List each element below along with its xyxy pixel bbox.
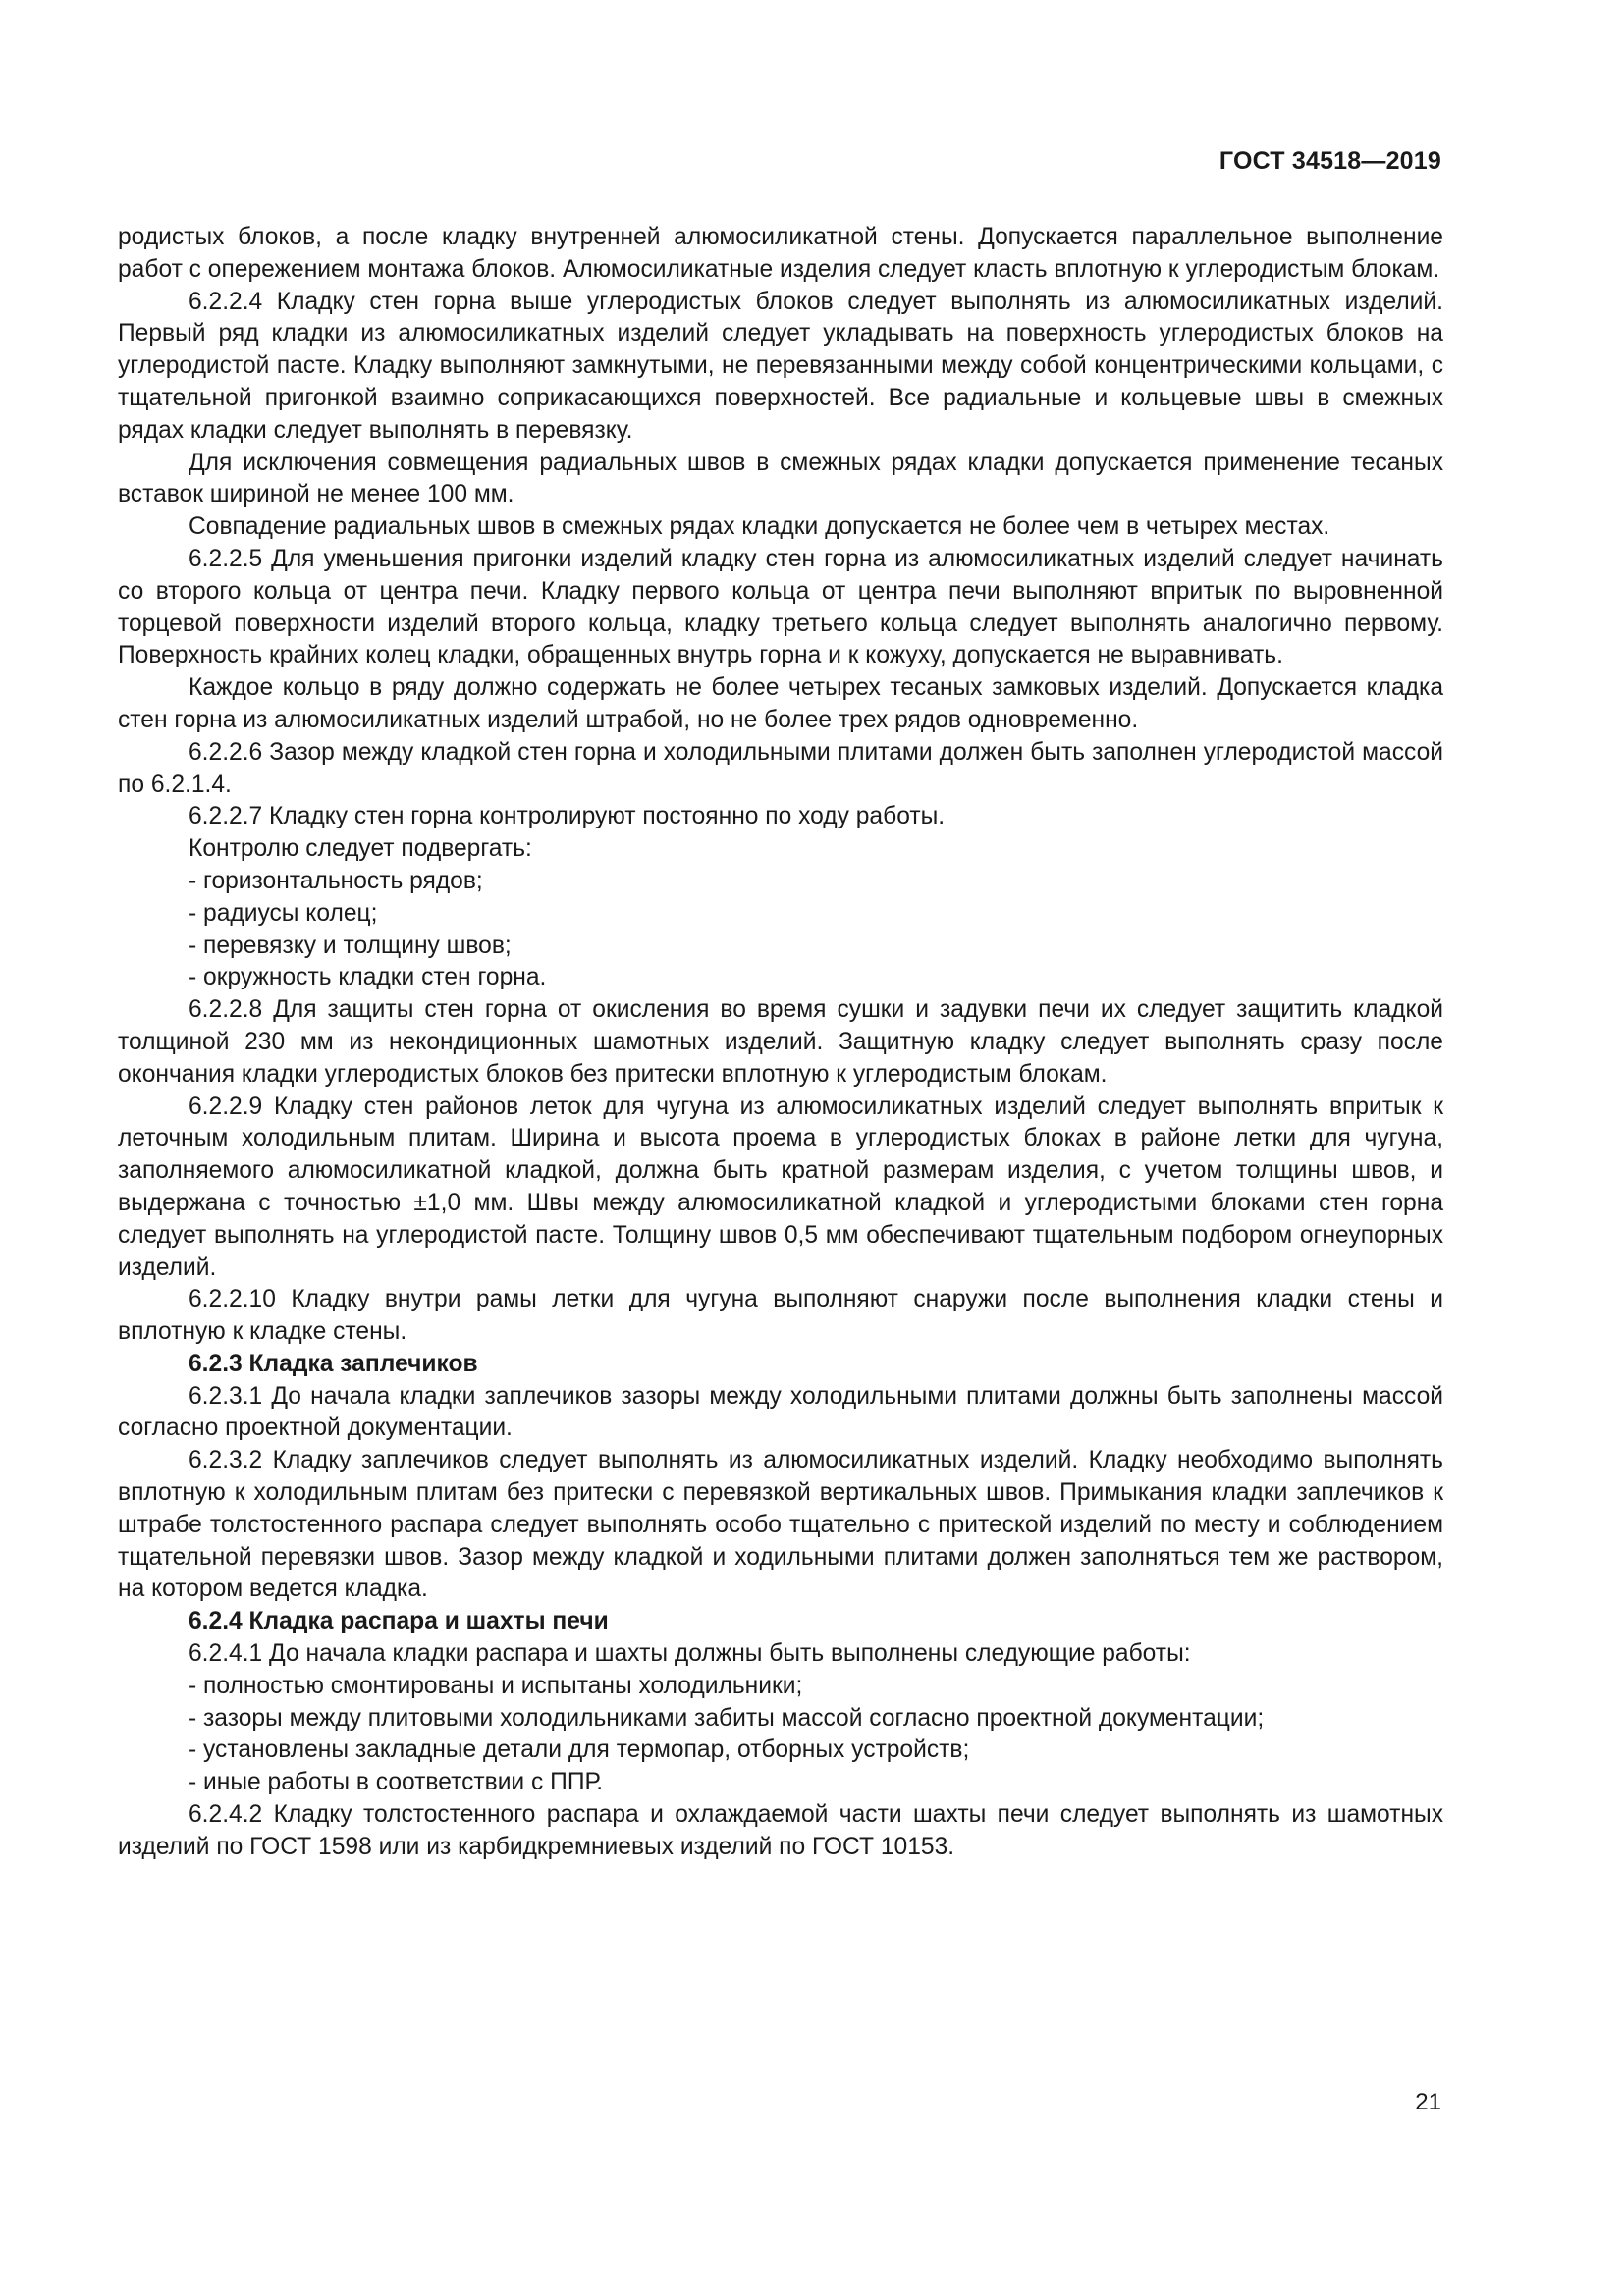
paragraph: 6.2.2.7 Кладку стен горна контролируют постоянно по ходу работы. bbox=[189, 803, 946, 830]
document-header: ГОСТ 34518—2019 bbox=[1218, 147, 1441, 175]
paragraph: Совпадение радиальных швов в смежных рядах кладки допускается не более чем в четырех местах. bbox=[189, 513, 1330, 541]
paragraph: 6.2.2.4 Кладку стен горна выше углеродистых блоков следует выполнять из алюмосиликатных изделий. Первый ряд кладки из алюмосиликатных изделий следует укладывать на поверхность углеродистых блоков на углеродистой пасте. Кладку выполняют замкнутыми, не перевязанными между собой концентрическими кольцами, с тщательной пригонкой взаимно соприкасающихся поверхностей. Все радиальные и кольцевые швы в смежных рядах кладки следует выполнять в перевязку. bbox=[118, 288, 1443, 444]
paragraph: 6.2.4.2 Кладку толстостенного распара и охлаждаемой части шахты печи следует выполнять из шамотных изделий по ГОСТ 1598 или из карбидкремниевых изделий по ГОСТ 10153. bbox=[118, 1801, 1443, 1860]
paragraph: 6.2.2.9 Кладку стен районов леток для чугуна из алюмосиликатных изделий следует выполнять впритык к леточным холодильным плитам. Ширина и высота проема в углеродистых блоках в районе летки для чугуна, заполняемого алюмосиликатной кладкой, должна быть кратной размерам изделия, с учетом толщины швов, и выдержана с точностью ±1,0 мм. Швы между алюмосиликатной кладкой и углеродистыми блоками стен горна следует выполнять на углеродистой пасте. Толщину швов 0,5 мм обеспечивают тщательным подбором огнеупорных изделий. bbox=[118, 1093, 1443, 1281]
paragraph: Контролю следует подвергать: bbox=[189, 835, 532, 863]
page-number: 21 bbox=[1415, 2089, 1441, 2115]
list-item: - горизонтальность рядов; bbox=[189, 867, 483, 894]
paragraph: 6.2.2.10 Кладку внутри рамы летки для чугуна выполняют снаружи после выполнения кладки стены и вплотную к кладке стены. bbox=[118, 1286, 1443, 1346]
list-item: - иные работы в соответствии с ППР. bbox=[189, 1769, 604, 1796]
list-item: - установлены закладные детали для термопар, отборных устройств; bbox=[189, 1736, 970, 1764]
paragraph: родистых блоков, а после кладку внутренней алюмосиликатной стены. Допускается параллельное выполнение работ с опережением монтажа блоков. Алюмосиликатные изделия следует класть вплотную к углеродистым блокам. bbox=[118, 224, 1443, 283]
paragraph: 6.2.3.1 До начала кладки заплечиков зазоры между холодильными плитами должны быть заполнены массой согласно проектной документации. bbox=[118, 1382, 1443, 1442]
list-item: - окружность кладки стен горна. bbox=[189, 964, 547, 991]
section-heading: 6.2.4 Кладка распара и шахты печи bbox=[189, 1608, 609, 1635]
list-item: - полностью смонтированы и испытаны холодильники; bbox=[189, 1672, 803, 1699]
document-body bbox=[118, 222, 1443, 1864]
paragraph: 6.2.2.5 Для уменьшения пригонки изделий кладку стен горна из алюмосиликатных изделий следует начинать со второго кольца от центра печи. Кладку первого кольца от центра печи выполняют впритык по выровненной торцевой поверхности изделий второго кольца, кладку третьего кольца следует выполнять аналогично первому. Поверхность крайних колец кладки, обращенных внутрь горна и к кожуху, допускается не выравнивать. bbox=[118, 545, 1443, 669]
paragraph: 6.2.2.8 Для защиты стен горна от окисления во время сушки и задувки печи их следует защитить кладкой толщиной 230 мм из некондиционных шамотных изделий. Защитную кладку следует выполнять сразу после окончания кладки углеродистых блоков без притески вплотную к углеродистым блокам. bbox=[118, 996, 1443, 1088]
section-heading: 6.2.3 Кладка заплечиков bbox=[189, 1350, 478, 1377]
list-item: - перевязку и толщину швов; bbox=[189, 932, 512, 959]
list-item: - радиусы колец; bbox=[189, 899, 378, 927]
list-item: - зазоры между плитовыми холодильниками забиты массой согласно проектной документации; bbox=[189, 1704, 1265, 1732]
paragraph: 6.2.4.1 До начала кладки распара и шахты должны быть выполнены следующие работы: bbox=[189, 1640, 1191, 1668]
paragraph: 6.2.3.2 Кладку заплечиков следует выполнять из алюмосиликатных изделий. Кладку необходимо выполнять вплотную к холодильным плитам без притески с перевязкой вертикальных швов. Примыкания кладки заплечиков к штрабе толстостенного распара следует выполнять особо тщательно с притеской изделий по месту и соблюдением тщательной перевязки швов. Зазор между кладкой и ходильными плитами должен заполняться тем же раствором, на котором ведется кладка. bbox=[118, 1447, 1443, 1603]
paragraph: Каждое кольцо в ряду должно содержать не более четырех тесаных замковых изделий. Допускается кладка стен горна из алюмосиликатных изделий штрабой, но не более трех рядов одновременно. bbox=[118, 674, 1443, 733]
paragraph: 6.2.2.6 Зазор между кладкой стен горна и холодильными плитами должен быть заполнен углеродистой массой по 6.2.1.4. bbox=[118, 738, 1443, 798]
paragraph: Для исключения совмещения радиальных швов в смежных рядах кладки допускается применение тесаных вставок шириной не менее 100 мм. bbox=[118, 449, 1443, 508]
